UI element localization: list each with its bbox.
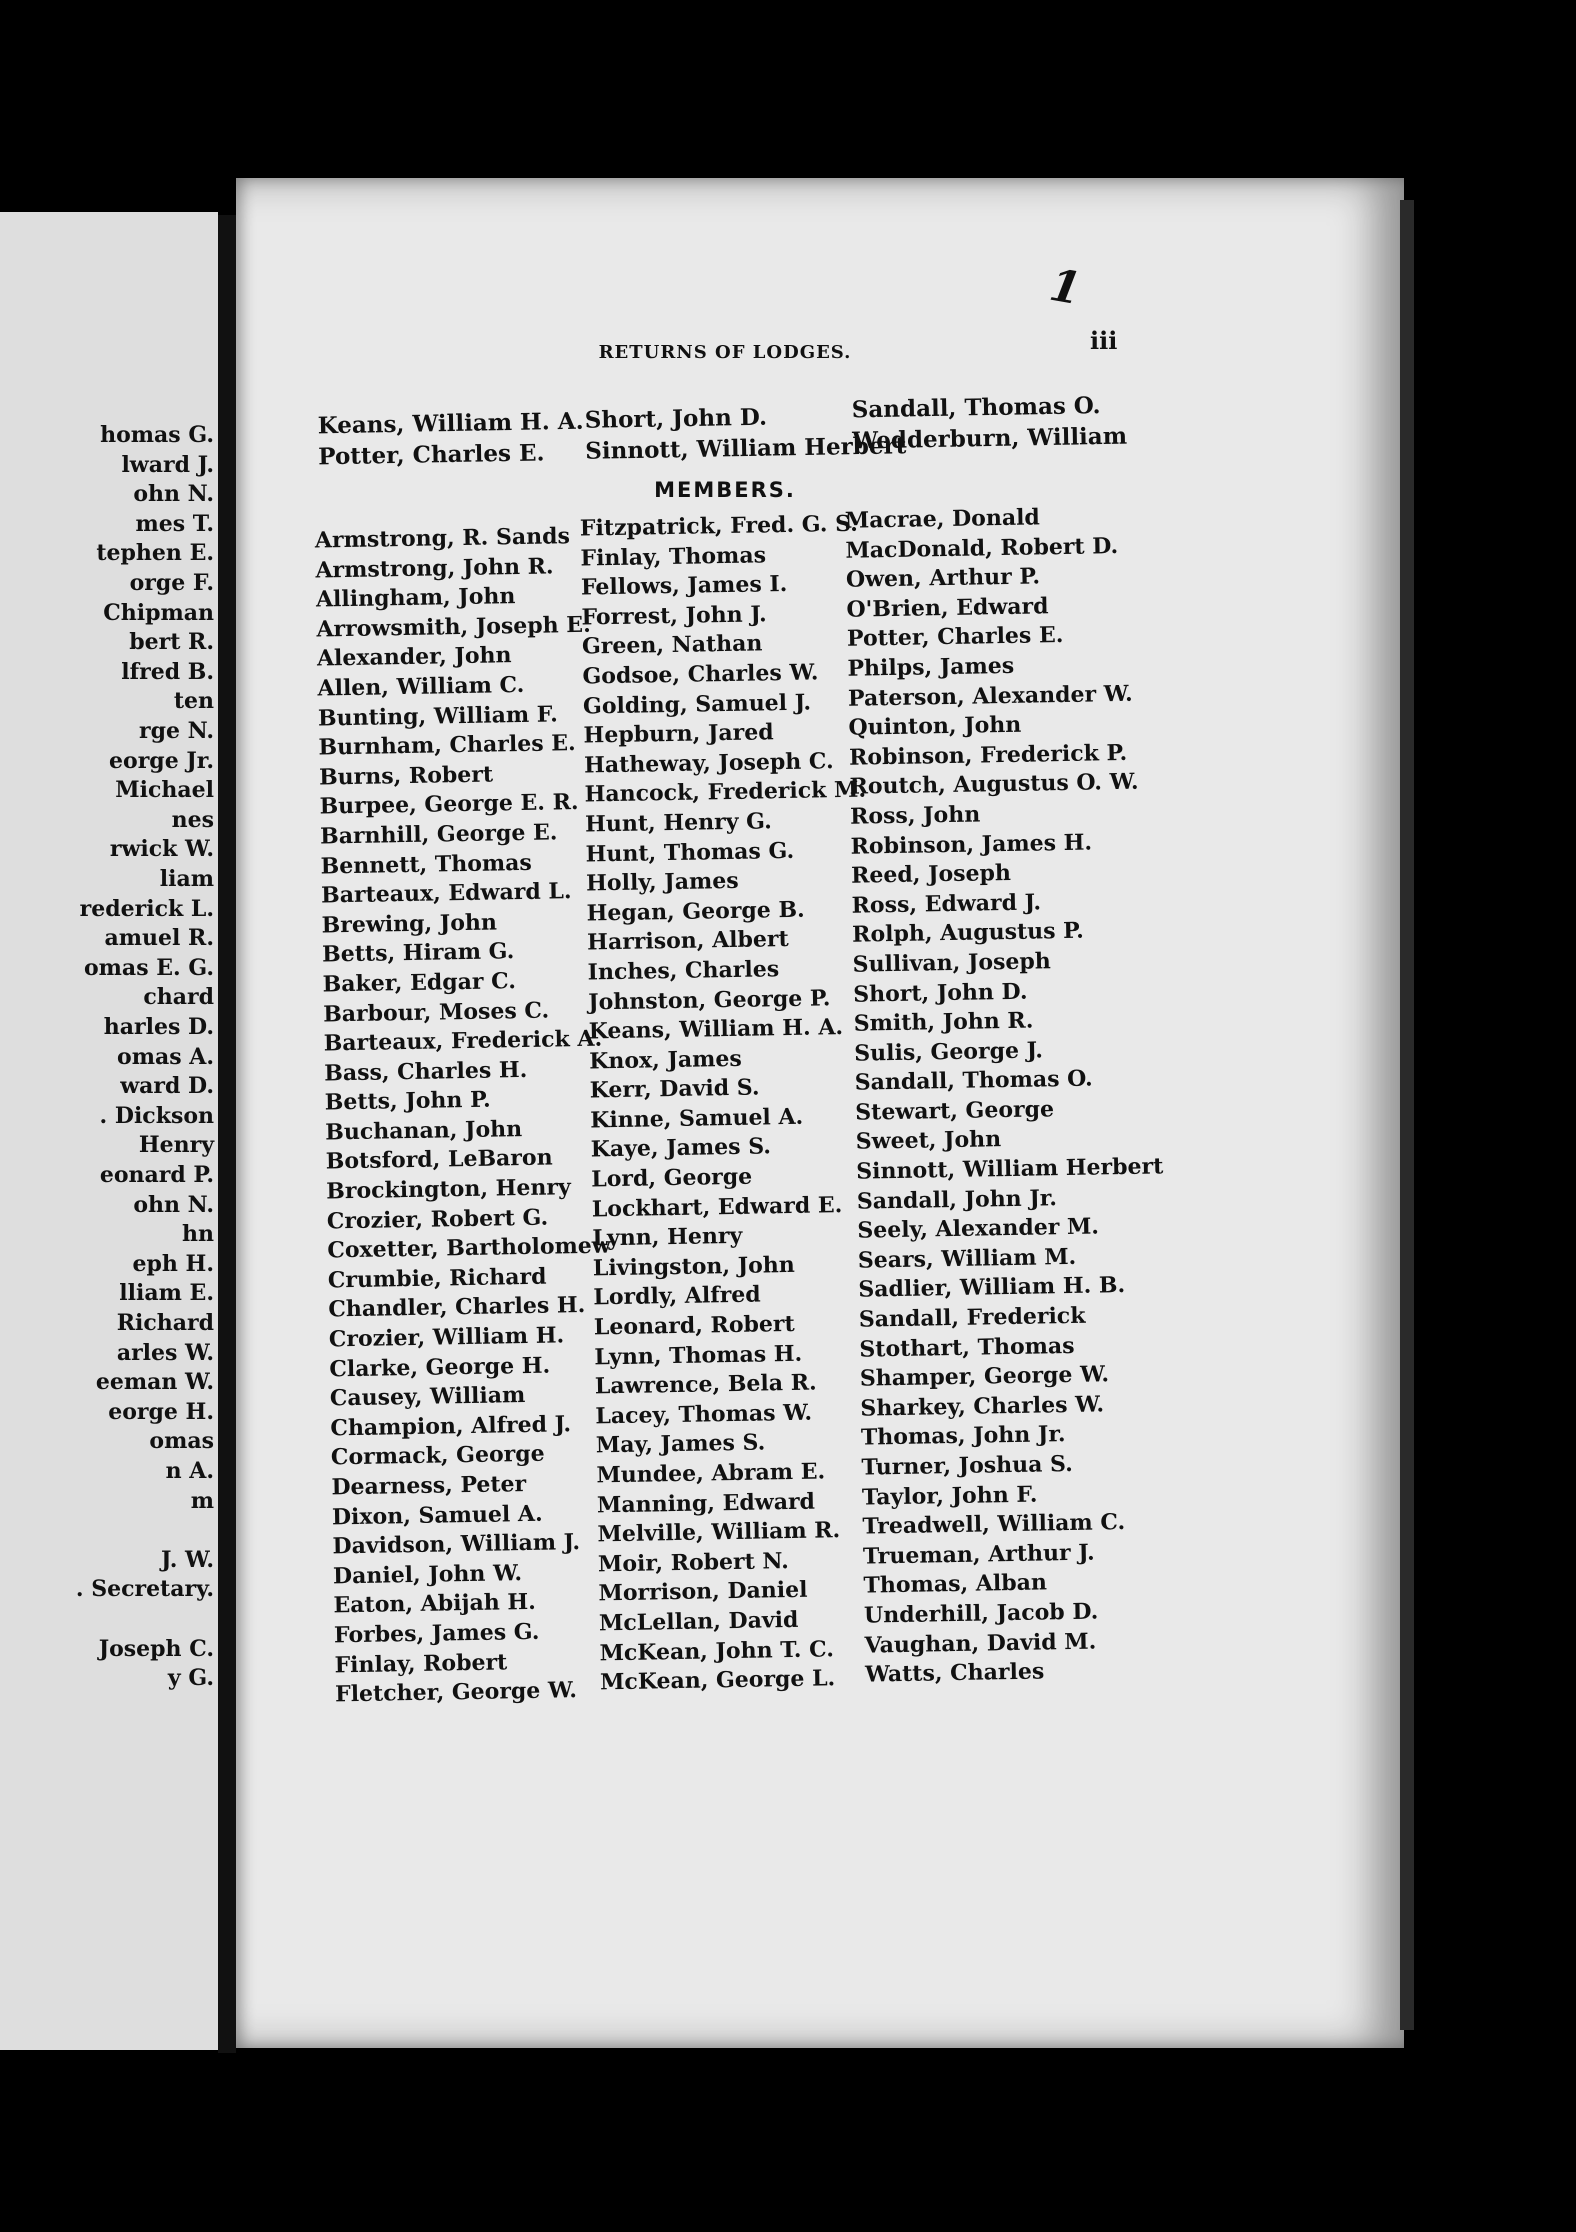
- left-page-text-fragment: ward D.: [120, 1073, 214, 1100]
- member-name: Stothart, Thomas: [859, 1332, 1075, 1363]
- member-name: Manning, Edward: [596, 1488, 816, 1518]
- left-page-fragment: [0, 212, 218, 2050]
- member-name: Thomas, Alban: [863, 1569, 1048, 1599]
- members-column-1: [315, 522, 619, 1711]
- member-name: Johnston, George P.: [587, 984, 831, 1015]
- member-name: Sulis, George J.: [854, 1037, 1044, 1067]
- member-name: Sears, William M.: [857, 1243, 1077, 1274]
- member-name: Bennett, Thomas: [320, 849, 532, 880]
- member-name: Sweet, John: [855, 1126, 1002, 1156]
- running-head: RETURNS OF LODGES.: [598, 342, 852, 363]
- member-name: Lawrence, Bela R.: [594, 1369, 817, 1400]
- member-name: Kaye, James S.: [590, 1133, 772, 1163]
- left-page-text-fragment: arles W.: [116, 1339, 214, 1366]
- left-page-text-fragment: lliam E.: [119, 1280, 214, 1307]
- member-name: Chandler, Charles H.: [328, 1292, 586, 1323]
- left-page-text-fragment: Richard: [116, 1310, 214, 1336]
- member-name: Fletcher, George W.: [334, 1677, 578, 1708]
- member-name: Barbour, Moses C.: [322, 997, 550, 1027]
- member-name: Watts, Charles: [864, 1658, 1045, 1688]
- member-name: Hancock, Frederick M.: [584, 776, 867, 808]
- member-name: Thomas, John Jr.: [860, 1421, 1066, 1452]
- member-name: Lord, George: [591, 1163, 753, 1193]
- member-name: O'Brien, Edward: [846, 593, 1049, 623]
- member-name: Stewart, George: [855, 1096, 1055, 1126]
- left-page-text-fragment: . Dickson: [99, 1102, 214, 1129]
- member-name: Forbes, James G.: [333, 1618, 540, 1649]
- left-page-text-fragment: Chipman: [103, 599, 214, 626]
- member-name: Sandall, John Jr.: [856, 1184, 1058, 1215]
- member-name: Macrae, Donald: [844, 504, 1041, 534]
- member-name: Causey, William: [329, 1382, 526, 1412]
- member-name: Owen, Arthur P.: [845, 563, 1041, 593]
- member-name: Buchanan, John: [325, 1115, 523, 1146]
- member-name: Barteaux, Edward L.: [320, 878, 572, 909]
- left-page-text-fragment: omas E. G.: [83, 954, 214, 981]
- member-name: Betts, Hiram G.: [321, 938, 515, 968]
- left-page-text-fragment: . Secretary.: [75, 1576, 214, 1603]
- left-page-text-fragment: rwick W.: [109, 836, 214, 863]
- member-name: Burns, Robert: [318, 761, 494, 791]
- member-name: Lynn, Henry: [592, 1223, 743, 1252]
- member-name: Smith, John R.: [853, 1007, 1034, 1037]
- left-page-text-fragment: omas: [149, 1428, 214, 1455]
- officer-name: Sandall, Thomas O.: [851, 392, 1101, 424]
- page-number: iii: [1090, 326, 1118, 355]
- member-name: Quinton, John: [848, 711, 1022, 741]
- left-page-text-fragment: hn: [182, 1221, 214, 1248]
- member-name: Potter, Charles E.: [846, 622, 1064, 653]
- member-name: Rolph, Augustus P.: [851, 917, 1084, 949]
- member-name: Clarke, George H.: [329, 1352, 551, 1383]
- member-name: Hegan, George B.: [586, 896, 805, 927]
- member-name: Arrowsmith, Joseph E.: [316, 611, 591, 643]
- left-page-text-fragment: m: [190, 1487, 214, 1514]
- left-page-text-fragment: orge F.: [129, 570, 214, 596]
- left-page-text-fragment: liam: [159, 866, 214, 892]
- members-heading: MEMBERS.: [654, 478, 796, 502]
- member-name: Morrison, Daniel: [598, 1577, 808, 1607]
- member-name: Lordly, Alfred: [593, 1281, 761, 1311]
- member-name: Hepburn, Jared: [583, 719, 774, 749]
- left-page-text-fragment: amuel R.: [104, 925, 214, 952]
- member-name: Sinnott, William Herbert: [856, 1153, 1164, 1185]
- left-page-text-fragment: eph H.: [132, 1250, 214, 1277]
- officer-name: Sinnott, William Herbert: [585, 432, 907, 465]
- member-name: Davidson, William J.: [332, 1529, 581, 1560]
- left-page-text-fragment: rge N.: [139, 718, 214, 744]
- left-page-text-fragment: eorge H.: [108, 1398, 214, 1425]
- member-name: Coxetter, Bartholomew: [327, 1232, 611, 1264]
- member-name: McKean, George L.: [599, 1665, 836, 1696]
- member-name: Seely, Alexander M.: [857, 1213, 1100, 1244]
- member-name: Sandall, Frederick: [858, 1302, 1086, 1333]
- left-page-text-fragment: J. W.: [161, 1546, 214, 1573]
- member-name: Mundee, Abram E.: [596, 1458, 826, 1489]
- member-name: Moir, Robert N.: [597, 1547, 790, 1578]
- left-page-text-fragment: Michael: [115, 777, 214, 804]
- member-name: Kinne, Samuel A.: [590, 1103, 804, 1134]
- member-name: Dearness, Peter: [331, 1471, 527, 1501]
- member-name: Hunt, Thomas G.: [585, 837, 795, 868]
- left-page-text-fragment: ohn N.: [133, 1191, 214, 1218]
- left-page-text-fragment: eonard P.: [99, 1162, 214, 1188]
- left-page-text-fragment: eorge Jr.: [109, 747, 214, 774]
- officers-column-1: [317, 406, 584, 473]
- left-page-text-fragment: bert R.: [129, 629, 214, 656]
- left-page-text-fragment: Henry: [138, 1132, 214, 1159]
- member-name: Lockhart, Edward E.: [591, 1191, 843, 1223]
- member-name: Eaton, Abijah H.: [333, 1589, 537, 1619]
- member-name: Armstrong, R. Sands: [314, 523, 571, 554]
- left-page-text-fragment: chard: [143, 984, 214, 1011]
- member-name: Finlay, Robert: [334, 1648, 508, 1678]
- member-name: Allingham, John: [315, 583, 516, 613]
- member-name: Burpee, George E. R.: [319, 789, 579, 820]
- pencil-mark: 1: [1045, 259, 1085, 316]
- member-name: Vaughan, David M.: [864, 1628, 1097, 1659]
- member-name: Champion, Alfred J.: [330, 1411, 572, 1442]
- member-name: Reed, Joseph: [850, 860, 1012, 889]
- officer-name: Short, John D.: [584, 403, 768, 434]
- member-name: Trueman, Arthur J.: [862, 1539, 1095, 1570]
- member-name: Holly, James: [585, 867, 739, 897]
- member-name: Bass, Charles H.: [324, 1056, 528, 1087]
- member-name: Allen, William C.: [317, 671, 525, 702]
- member-name: Hatheway, Joseph C.: [583, 747, 834, 779]
- member-name: Lacey, Thomas W.: [595, 1399, 813, 1430]
- left-page-text-fragment: homas G.: [100, 422, 214, 448]
- member-name: Alexander, John: [316, 642, 512, 672]
- left-page-text-fragment: mes T.: [135, 510, 214, 537]
- left-page-text-fragment: omas A.: [117, 1043, 214, 1070]
- member-name: Godsoe, Charles W.: [582, 659, 819, 690]
- member-name: Barnhill, George E.: [319, 819, 558, 850]
- member-name: Finlay, Thomas: [580, 541, 767, 572]
- left-page-text-fragment: harles D.: [103, 1014, 214, 1040]
- member-name: Armstrong, John R.: [315, 552, 554, 584]
- member-name: Underhill, Jacob D.: [863, 1598, 1099, 1629]
- officers-column-3: [851, 390, 1127, 457]
- member-name: Sandall, Thomas O.: [854, 1065, 1093, 1096]
- member-name: Bunting, William F.: [317, 700, 559, 732]
- member-name: Crumbie, Richard: [327, 1263, 547, 1294]
- member-name: Treadwell, William C.: [862, 1509, 1126, 1540]
- member-name: Daniel, John W.: [332, 1559, 523, 1590]
- member-name: Forrest, John J.: [581, 601, 767, 631]
- page-edge: [1400, 200, 1414, 2030]
- member-name: McLellan, David: [598, 1606, 799, 1637]
- member-name: Ross, Edward J.: [851, 889, 1042, 919]
- member-name: Philps, James: [847, 652, 1015, 682]
- book-spine: [218, 215, 236, 2053]
- member-name: Knox, James: [589, 1045, 742, 1075]
- member-name: Melville, William R.: [597, 1517, 841, 1548]
- member-name: Baker, Edgar C.: [322, 968, 517, 998]
- member-name: Kerr, David S.: [589, 1074, 760, 1104]
- member-name: Short, John D.: [852, 978, 1028, 1008]
- left-page-text-fragment: tephen E.: [96, 540, 214, 567]
- member-name: Keans, William H. A.: [588, 1014, 844, 1045]
- member-name: Taylor, John F.: [861, 1481, 1038, 1511]
- left-page-text-fragment: y G.: [167, 1665, 214, 1692]
- members-column-2: [580, 510, 882, 1698]
- member-name: Brewing, John: [321, 909, 498, 939]
- officer-name: Keans, William H. A.: [317, 407, 584, 440]
- member-name: Crozier, Robert G.: [326, 1204, 549, 1235]
- member-name: Routch, Augustus O. W.: [849, 769, 1139, 801]
- left-page-text-fragment: eeman W.: [95, 1369, 214, 1396]
- left-page-text-fragment: ten: [173, 688, 214, 715]
- left-page-text-fragment: n A.: [165, 1458, 214, 1484]
- member-name: Paterson, Alexander W.: [847, 680, 1133, 712]
- member-name: Cormack, George: [330, 1441, 545, 1471]
- member-name: Sharkey, Charles W.: [860, 1391, 1105, 1422]
- member-name: McKean, John T. C.: [599, 1635, 835, 1666]
- officer-name: Wedderburn, William: [852, 422, 1128, 455]
- member-name: Golding, Samuel J.: [582, 689, 812, 720]
- left-page-text-fragment: ohn N.: [133, 481, 214, 508]
- member-name: Dixon, Samuel A.: [331, 1500, 543, 1531]
- member-name: Fellows, James I.: [580, 571, 788, 601]
- left-page-text-fragment: nes: [171, 806, 214, 833]
- member-name: Hunt, Henry G.: [584, 808, 773, 838]
- member-name: Robinson, Frederick P.: [848, 739, 1128, 771]
- left-page-text-fragment: lward J.: [121, 451, 214, 478]
- member-name: Burnham, Charles E.: [318, 730, 576, 761]
- left-page-text-fragment: lfred B.: [121, 658, 214, 685]
- member-name: Green, Nathan: [581, 630, 763, 660]
- member-name: May, James S.: [595, 1429, 766, 1459]
- member-name: Livingston, John: [592, 1251, 795, 1282]
- member-name: Harrison, Albert: [586, 926, 789, 956]
- member-name: Shamper, George W.: [859, 1361, 1110, 1392]
- member-name: Ross, John: [849, 801, 981, 830]
- member-name: Sadlier, William H. B.: [858, 1272, 1126, 1304]
- member-name: Leonard, Robert: [593, 1310, 795, 1341]
- member-name: Turner, Joshua S.: [861, 1450, 1074, 1481]
- left-page-text-fragment: rederick L.: [79, 895, 214, 922]
- officer-name: Potter, Charles E.: [318, 439, 545, 471]
- member-name: Botsford, LeBaron: [325, 1144, 553, 1175]
- member-name: Fitzpatrick, Fred. G. S.: [579, 510, 859, 542]
- members-column-3: [845, 501, 1173, 1690]
- member-name: Robinson, James H.: [850, 829, 1093, 860]
- member-name: Crozier, William H.: [328, 1322, 565, 1353]
- member-name: Brockington, Henry: [326, 1174, 572, 1205]
- member-name: MacDonald, Robert D.: [845, 532, 1119, 564]
- member-name: Barteaux, Frederick A.: [323, 1025, 603, 1057]
- member-name: Sullivan, Joseph: [852, 948, 1052, 978]
- member-name: Betts, John P.: [324, 1086, 491, 1116]
- member-name: Inches, Charles: [587, 956, 780, 986]
- member-name: Lynn, Thomas H.: [594, 1340, 803, 1371]
- left-page-text-fragment: Joseph C.: [98, 1635, 214, 1662]
